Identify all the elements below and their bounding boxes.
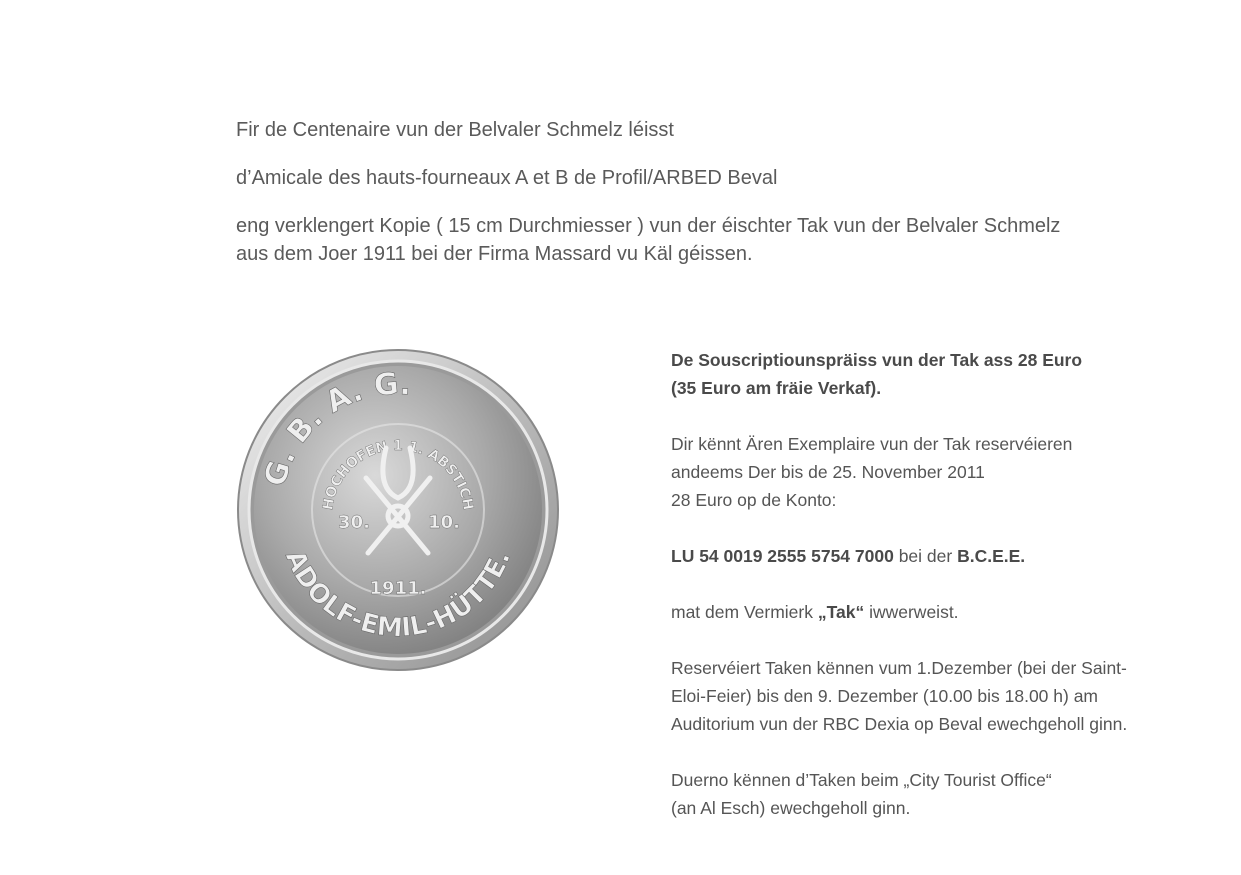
mention-word: „Tak“ bbox=[817, 602, 865, 622]
pickup-line-1: Reservéiert Taken kënnen vum 1.Dezember (bei der Saint- bbox=[671, 658, 1127, 678]
mention-paragraph bbox=[671, 598, 1211, 626]
coin-date-month: 10. bbox=[428, 512, 460, 533]
pickup-line-3: Auditorium vun der RBC Dexia op Beval ewechgeholl ginn. bbox=[671, 714, 1128, 734]
intro-line-2: d’Amicale des hauts-fourneaux A et B de Profil/ARBED Beval bbox=[236, 167, 778, 189]
price-paragraph bbox=[671, 346, 1211, 402]
coin-image bbox=[236, 348, 560, 672]
intro-line-1: Fir de Centenaire vun der Belvaler Schmelz léisst bbox=[236, 119, 674, 141]
coin-date-day: 30. bbox=[338, 512, 370, 533]
reserve-line-1: Dir kënnt Ären Exemplaire vun der Tak reservéieren bbox=[671, 434, 1073, 454]
reserve-line-2: andeems Der bis de 25. November 2011 bbox=[671, 462, 985, 482]
pickup-paragraph bbox=[671, 654, 1211, 738]
coin-ring-text: G. B. A. G. bbox=[257, 366, 413, 491]
after-line-2: (an Al Esch) ewechgeholl ginn. bbox=[671, 798, 911, 818]
mention-pre: mat dem Vermierk bbox=[671, 602, 818, 622]
price-line-2: (35 Euro am fräie Verkaf). bbox=[671, 378, 882, 398]
coin-year: 1911. bbox=[369, 578, 427, 599]
price-line-1: De Souscriptiounspräiss vun der Tak ass 28 Euro bbox=[671, 350, 1083, 370]
after-paragraph bbox=[671, 766, 1211, 822]
intro-line-3 bbox=[236, 212, 1226, 268]
intro-line-3b: aus dem Joer 1911 bei der Firma Massard vu Käl géissen. bbox=[236, 243, 753, 265]
reserve-paragraph bbox=[671, 430, 1211, 514]
reserve-line-3: 28 Euro op de Konto: bbox=[671, 490, 837, 510]
after-line-1: Duerno kënnen d’Taken beim „City Tourist Office“ bbox=[671, 770, 1052, 790]
account-paragraph bbox=[671, 542, 1211, 570]
intro-text bbox=[236, 116, 1226, 288]
account-number: LU 54 0019 2555 5754 7000 bbox=[671, 546, 894, 566]
coin-bottom-text: ADOLF-EMIL-HÜTTE. bbox=[279, 546, 517, 644]
intro-line-3a: eng verklengert Kopie ( 15 cm Durchmiesser ) vun der éischter Tak vun der Belvaler Schmelz bbox=[236, 215, 1061, 237]
bank-name: B.C.E.E. bbox=[957, 546, 1026, 566]
pickup-line-2: Eloi-Feier) bis den 9. Dezember (10.00 bis 18.00 h) am bbox=[671, 686, 1099, 706]
coin-inner-text: HOCHOFEN 1 1. ABSTICH bbox=[320, 437, 476, 512]
mention-post: iwwerweist. bbox=[864, 602, 959, 622]
account-mid: bei der bbox=[893, 546, 958, 566]
info-text bbox=[671, 346, 1211, 850]
